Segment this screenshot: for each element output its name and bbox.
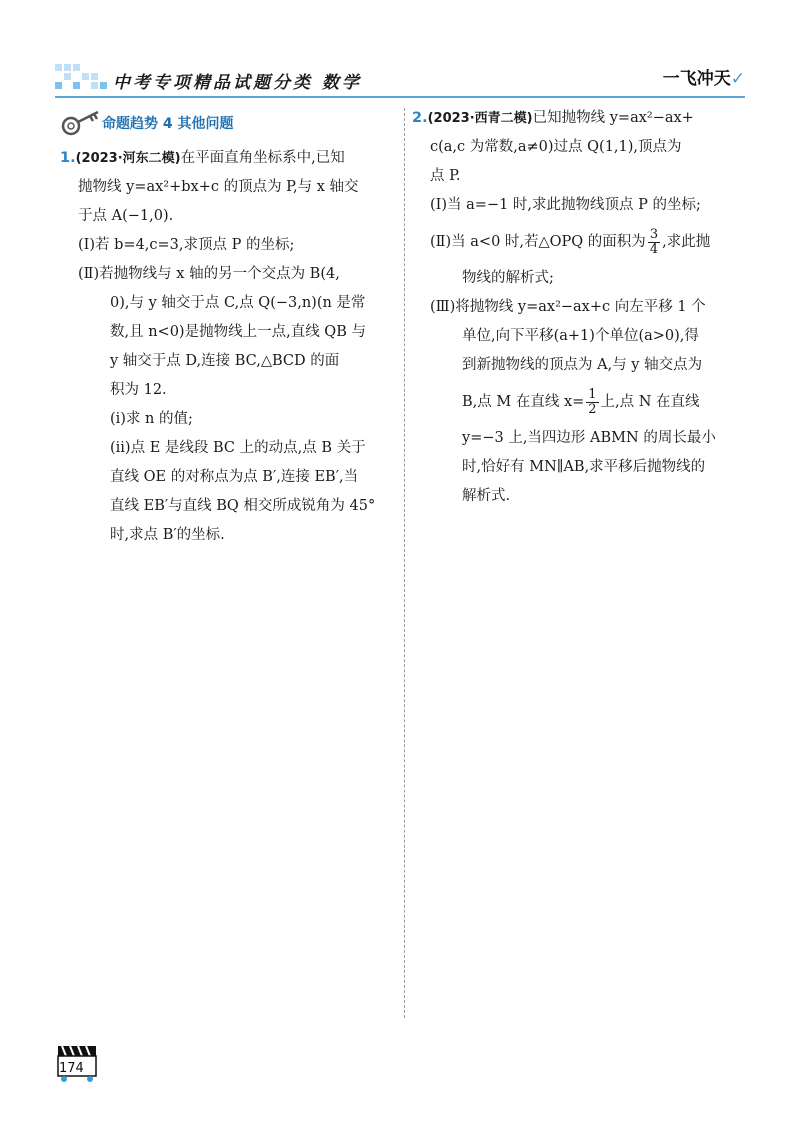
q2-part3-line2: 单位,向下平移(a+1)个单位(a>0),得 xyxy=(462,328,699,344)
fraction-numerator: 1 xyxy=(588,386,597,402)
section-title: 命题趋势 4 其他问题 xyxy=(102,116,234,132)
q2-part3-line7: 解析式. xyxy=(462,488,511,504)
page-header xyxy=(55,62,745,98)
brand-text: 一飞冲天 xyxy=(662,69,731,89)
q2-part2-text-end: ,求此抛 xyxy=(662,234,711,250)
fraction xyxy=(586,388,598,417)
q1-stem-text: 在平面直角坐标系中,已知 xyxy=(180,150,345,166)
q2-part1: (Ⅰ)当 a=−1 时,求此抛物线顶点 P 的坐标; xyxy=(430,197,701,213)
fraction xyxy=(648,228,660,257)
q1-part2-line2: 0),与 y 轴交于点 C,点 Q(−3,n)(n 是常 xyxy=(110,295,366,311)
q1-sub2-line4: 时,求点 B′的坐标. xyxy=(110,527,225,543)
q1-sub2-line3: 直线 EB′与直线 BQ 相交所成锐角为 45° xyxy=(110,498,376,514)
key-icon xyxy=(60,106,104,140)
q2-part3-line5: y=−3 上,当四边形 ABMN 的周长最小 xyxy=(462,430,716,446)
q2-part2-line2: 物线的解析式; xyxy=(462,270,554,286)
q2-part3-text: B,点 M 在直线 x= xyxy=(462,394,585,410)
q1-stem-line3: 于点 A(−1,0). xyxy=(78,208,174,224)
question-number: 1. xyxy=(60,150,76,166)
question-number: 2. xyxy=(412,110,428,126)
checkmark-icon: ✓ xyxy=(730,69,745,89)
header-brand xyxy=(663,64,745,89)
column-divider xyxy=(404,108,405,1018)
right-column xyxy=(412,104,746,511)
q2-stem-text: 已知抛物线 y=ax²−ax+ xyxy=(532,110,694,126)
header-decoration xyxy=(55,64,107,96)
header-rule xyxy=(55,96,745,98)
q2-part2-line1 xyxy=(412,220,746,264)
fraction-denominator: 2 xyxy=(588,401,597,417)
q2-part3-text-end: 上,点 N 在直线 xyxy=(600,394,700,410)
q1-part2-line4: y 轴交于点 D,连接 BC,△BCD 的面 xyxy=(110,353,340,369)
q1-stem-line2: 抛物线 y=ax²+bx+c 的顶点为 P,与 x 轴交 xyxy=(78,179,359,195)
q2-part3-line6: 时,恰好有 MN∥AB,求平移后抛物线的 xyxy=(462,459,706,475)
left-column xyxy=(60,104,396,550)
q1-part2-line3: 数,且 n<0)是抛物线上一点,直线 QB 与 xyxy=(110,324,366,340)
q1-stem-line1 xyxy=(60,144,396,173)
q2-stem-line2: c(a,c 为常数,a≠0)过点 Q(1,1),顶点为 xyxy=(430,139,682,155)
question-source: (2023·西青二模) xyxy=(427,111,533,126)
section-header xyxy=(60,104,396,144)
q2-part3-line4 xyxy=(412,380,746,424)
fraction-denominator: 4 xyxy=(649,241,659,257)
q1-sub2-line1: (ⅱ)点 E 是线段 BC 上的动点,点 B 关于 xyxy=(110,440,366,456)
page-number: 174 xyxy=(59,1061,84,1076)
fraction-numerator: 3 xyxy=(649,226,659,242)
q2-part2-text: (Ⅱ)当 a<0 时,若△OPQ 的面积为 xyxy=(430,234,646,250)
q1-part2-line1: (Ⅱ)若抛物线与 x 轴的另一个交点为 B(4, xyxy=(78,266,340,282)
q2-part3-line3: 到新抛物线的顶点为 A,与 y 轴交点为 xyxy=(462,357,703,373)
q1-sub2-line2: 直线 OE 的对称点为点 B′,连接 EB′,当 xyxy=(110,469,359,485)
q1-part1: (Ⅰ)若 b=4,c=3,求顶点 P 的坐标; xyxy=(78,237,295,253)
q2-stem-line3: 点 P. xyxy=(430,168,461,184)
q1-sub1: (ⅰ)求 n 的值; xyxy=(110,411,193,427)
question-source: (2023·河东二模) xyxy=(75,151,181,166)
q2-part3-line1: (Ⅲ)将抛物线 y=ax²−ax+c 向左平移 1 个 xyxy=(430,299,706,315)
q1-part2-line5: 积为 12. xyxy=(110,382,167,398)
q2-stem-line1 xyxy=(412,104,746,133)
header-title: 中考专项精品试题分类 数学 xyxy=(113,73,362,93)
